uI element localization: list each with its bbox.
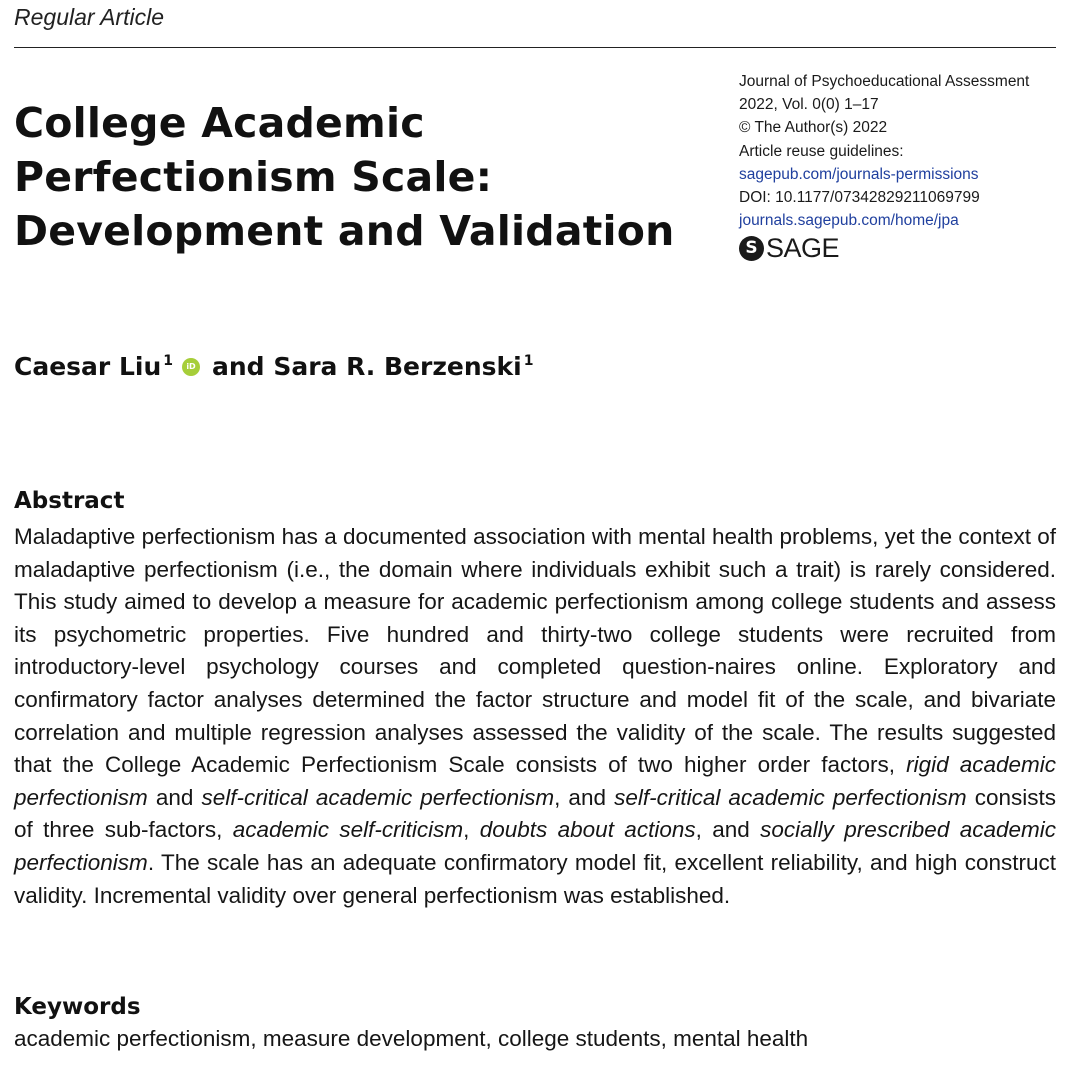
affiliation-marker: 1 [523, 352, 534, 369]
abstract-text: and [147, 784, 202, 810]
sage-logo-icon: S [739, 236, 764, 261]
author-line [14, 352, 533, 381]
abstract-text: , and [554, 784, 615, 810]
journal-volume: 2022, Vol. 0(0) 1–17 [739, 96, 879, 114]
author-connector: and [212, 352, 265, 381]
article-type-label: Regular Article [14, 4, 164, 30]
sage-logo [739, 232, 839, 264]
sage-logo-text: SAGE [766, 232, 840, 263]
abstract-italic-term: self-critical academic perfectionism [614, 784, 967, 810]
journal-meta [739, 70, 1069, 232]
permissions-link[interactable]: sagepub.com/journals-permissions [739, 165, 979, 183]
author-name: Caesar Liu [14, 352, 162, 381]
author-name: Sara R. Berzenski [273, 352, 522, 381]
abstract-italic-term: socially prescribed academic perfectionism [14, 817, 1056, 875]
keywords-list: academic perfectionism, measure development, college students, mental health [14, 1026, 809, 1051]
journal-homepage-link[interactable]: journals.sagepub.com/home/jpa [739, 212, 959, 230]
title-line: Development and Validation [14, 207, 675, 255]
title-line: Perfectionism Scale: [14, 153, 493, 201]
abstract-italic-term: doubts about actions [479, 817, 696, 843]
abstract-text: . The scale has an adequate confirmatory model fit, excellent reliability, and high construct validity. Incremental validity over general perfectionism was established. [14, 849, 1056, 908]
copyright-line: © The Author(s) 2022 [739, 119, 888, 137]
abstract-text: , and [695, 817, 761, 843]
title-line: College Academic [14, 99, 425, 147]
abstract-body [14, 521, 1056, 912]
abstract-italic-term: rigid academic perfectionism [14, 752, 1056, 810]
abstract-italic-term: self-critical academic perfectionism [201, 784, 555, 810]
abstract-italic-term: academic self-criticism [232, 817, 464, 843]
article-title [14, 96, 714, 258]
abstract-text: , [463, 817, 480, 843]
abstract-text: consists of three sub-factors, [14, 784, 1056, 843]
abstract-text: Maladaptive perfectionism has a documented association with mental health problems, yet the context of maladaptive perfectionism (i.e., the domain where individuals exhibit such a trait) is rarely considered. This study aimed to develop a measure for academic perfectionism among college students and assess its psychometric properties. Five hundred and thirty-two college students were recruited from introductory-level psychology courses and completed question-naires online. Exploratory and confirmatory factor analyses determined the factor structure and model fit of the scale, and bivariate correlation and multiple regression analyses assessed the validity of the scale. The results suggested that the College Academic Perfectionism Scale consists of two higher order factors, [14, 524, 1056, 778]
keywords-heading: Keywords [14, 994, 141, 1020]
abstract-heading: Abstract [14, 488, 125, 514]
reuse-guidelines-label: Article reuse guidelines: [739, 142, 904, 160]
affiliation-marker: 1 [163, 352, 174, 369]
doi-line[interactable]: DOI: 10.1177/07342829211069799 [739, 189, 980, 207]
journal-name: Journal of Psychoeducational Assessment [739, 73, 1030, 90]
header-rule [14, 47, 1056, 48]
orcid-icon[interactable]: iD [182, 358, 200, 376]
